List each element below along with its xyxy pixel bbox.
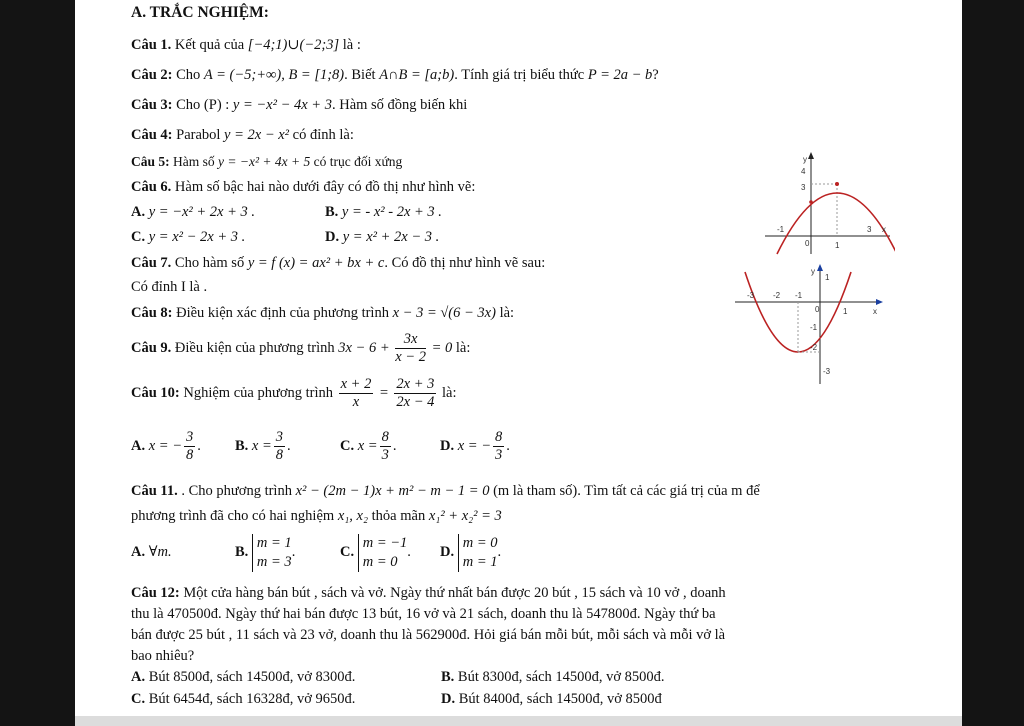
question-5 (131, 153, 402, 171)
q9-fraction: $\frac{3x}{x - 2}$ (395, 331, 426, 366)
q7-y-label: y (811, 267, 815, 276)
q6-c-expr: y = x² − 2x + 3 . (148, 229, 246, 245)
q6-d-expr: y = x² + 2x − 3 . (342, 229, 440, 245)
svg-text:-1: -1 (777, 225, 785, 234)
question-9 (131, 330, 470, 366)
q3-text: Cho (P) : (176, 97, 230, 113)
q11-tail: (m là tham số). Tìm tất cả các giá trị của m để (493, 483, 760, 499)
q11-line2: phương trình đã cho có hai nghiệm x₁, x₂ thỏa mãn x₁² + x₂² = 3 (131, 508, 502, 524)
q6-parabola-graph (765, 150, 895, 255)
q6-a-expr: y = −x² + 2x + 3 . (148, 204, 256, 220)
q6-y-label: y (803, 155, 807, 164)
q9-text: Điều kiện của phương trình (174, 340, 335, 356)
svg-text:3: 3 (801, 183, 806, 192)
q10-option-d: D. x = − $\frac{8}{3}$ . (440, 429, 510, 464)
question-3 (131, 96, 467, 114)
q6-y-arrow (808, 152, 814, 159)
q11-expr: x² − (2m − 1)x + m² − m − 1 = 0 (295, 483, 490, 499)
svg-text:0: 0 (815, 305, 820, 314)
q6-option-c: C. y = x² − 2x + 3 . (131, 229, 246, 245)
svg-text:1: 1 (835, 241, 840, 250)
bottom-strip (75, 716, 962, 726)
question-1 (131, 36, 361, 54)
q3-tail: . Hàm số đồng biến khi (331, 97, 468, 113)
question-6 (131, 178, 475, 196)
q7-label: Câu 7. (131, 255, 172, 271)
svg-text:3: 3 (867, 225, 872, 234)
q3-label: Câu 3: (131, 97, 173, 113)
svg-text:-2: -2 (773, 291, 781, 300)
q6-b-expr: y = - x² - 2x + 3 . (341, 204, 442, 220)
question-12: Câu 12: Một cửa hàng bán bút , sách và vở. Ngày thứ nhất bán được 20 bút , 15 sách và 10 vở , doanh thu là 470500đ. Ngày thứ hai bán được 13 bút, 16 vở và 21 sách, doanh thu là 547800đ. Ngày thứ ba bán được 25 bút , 11 sách và 23 vở, doanh thu là 562900đ. Hỏi giá bán mỗi bút, mỗi sách và mỗi vở là bao nhiêu? (131, 585, 726, 664)
q6-option-b: B. y = - x² - 2x + 3 . (325, 204, 442, 220)
q2-expr: A = (−5;+∞), B = [1;8) (203, 67, 345, 83)
q11-option-d: D. m = 0 m = 1 . (440, 534, 502, 570)
q2-end: ? (652, 67, 659, 83)
q7-y-arrow (817, 264, 823, 271)
q7-text: Cho hàm số (174, 255, 245, 271)
svg-text:-3: -3 (823, 367, 831, 376)
svg-text:-1: -1 (795, 291, 803, 300)
q10-fraction-left: $\frac{x + 2}{x}$ (340, 376, 372, 411)
svg-text:1: 1 (825, 273, 830, 282)
q7-x-label: x (873, 307, 877, 316)
svg-text:0: 0 (805, 239, 810, 248)
q7-line2: Có đỉnh I là . (131, 279, 208, 295)
q7-tail: . Có đồ thị như hình vẽ sau: (384, 255, 546, 271)
q9-label: Câu 9. (131, 340, 172, 356)
q8-text: Điều kiện xác định của phương trình (176, 305, 389, 321)
q7-parabola-graph (735, 262, 885, 387)
q1-text: Kết quả của (174, 37, 245, 53)
q6-option-a: A. y = −x² + 2x + 3 . (131, 204, 256, 220)
question-11 (131, 482, 760, 500)
q6-x-label: x (882, 225, 886, 234)
q4-label: Câu 4: (131, 127, 173, 143)
q7-x-arrow (876, 299, 883, 305)
svg-text:4: 4 (801, 167, 806, 176)
q11-option-a: A. ∀m. (131, 544, 172, 560)
q9-post: = 0 (431, 340, 453, 356)
svg-text:-3: -3 (747, 291, 755, 300)
q10-option-b: B. x = $\frac{3}{8}$ . (235, 429, 291, 464)
q10-fraction-right: $\frac{2x + 3}{2x - 4}$ (396, 376, 435, 411)
document-page (75, 0, 962, 716)
q6-text: Hàm số bậc hai nào dưới đây có đồ thị như hình vẽ: (174, 179, 476, 195)
q1-expr: [−4;1)∪(−2;3] (247, 37, 340, 53)
right-margin (962, 0, 1024, 726)
q5-text: Hàm số (173, 154, 215, 169)
svg-text:-2: -2 (810, 343, 818, 352)
q1-tail: là : (342, 37, 361, 53)
q2-label: Câu 2: (131, 67, 173, 83)
q9-pre: 3x − 6 + (338, 340, 390, 356)
q11-label: Câu 11. (131, 483, 178, 499)
svg-text:1: 1 (843, 307, 848, 316)
q12-option-d: D. Bút 8400đ, sách 14500đ, vở 8500đ (441, 691, 662, 707)
q11-text: . Cho phương trình (181, 483, 292, 499)
q10-option-c: C. x = $\frac{8}{3}$ . (340, 429, 397, 464)
question-4 (131, 126, 354, 144)
q7-expr: y = f (x) = ax² + bx + c (247, 255, 385, 271)
q8-expr: x − 3 = √(6 − 3x) (392, 305, 496, 321)
q9-tail: là: (455, 340, 471, 356)
q5-tail: có trục đối xứng (313, 154, 403, 169)
q6-option-d: D. y = x² + 2x − 3 . (325, 229, 440, 245)
question-2 (131, 66, 659, 84)
q1-label: Câu 1. (131, 37, 172, 53)
q6-label: Câu 6. (131, 179, 172, 195)
q4-tail: có đỉnh là: (292, 127, 354, 143)
question-7 (131, 254, 545, 272)
section-heading: A. TRẮC NGHIỆM: (131, 4, 269, 21)
question-10: Câu 10: Nghiệm của phương trình $\frac{x + 2}{x}$ = $\frac{2x + 3}{2x - 4}$ là: (131, 376, 457, 411)
q5-expr: y = −x² + 4x + 5 (218, 154, 311, 169)
q10-option-a: A. x = − $\frac{3}{8}$ . (131, 429, 201, 464)
q2-text: Cho (176, 67, 201, 83)
q5-label: Câu 5: (131, 154, 170, 169)
q2-expr3: P = 2a − b (587, 67, 653, 83)
q12-option-a: A. Bút 8500đ, sách 14500đ, vở 8300đ. (131, 669, 356, 685)
question-8 (131, 304, 514, 322)
q2-tail: . Tính giá trị biểu thức (454, 67, 585, 83)
q4-text: Parabol (176, 127, 221, 143)
q11-option-b: B. m = 1 m = 3 . (235, 534, 296, 570)
q4-expr: y = 2x − x² (224, 127, 290, 143)
q11-option-c: C. m = −1 m = 0 . (340, 534, 411, 570)
left-margin (0, 0, 75, 726)
q3-expr: y = −x² − 4x + 3 (232, 97, 332, 113)
svg-text:-1: -1 (810, 323, 818, 332)
q2-expr2: A∩B = [a;b) (379, 67, 455, 83)
q8-label: Câu 8: (131, 305, 173, 321)
q10-label: Câu 10: (131, 385, 180, 401)
q12-option-c: C. Bút 6454đ, sách 16328đ, vở 9650đ. (131, 691, 356, 707)
q12-option-b: B. Bút 8300đ, sách 14500đ, vở 8500đ. (441, 669, 665, 685)
q8-tail: là: (499, 305, 515, 321)
q10-tail: là: (442, 385, 457, 401)
q10-text: Nghiệm của phương trình (183, 385, 333, 401)
q2-mid: . Biết (344, 67, 376, 83)
